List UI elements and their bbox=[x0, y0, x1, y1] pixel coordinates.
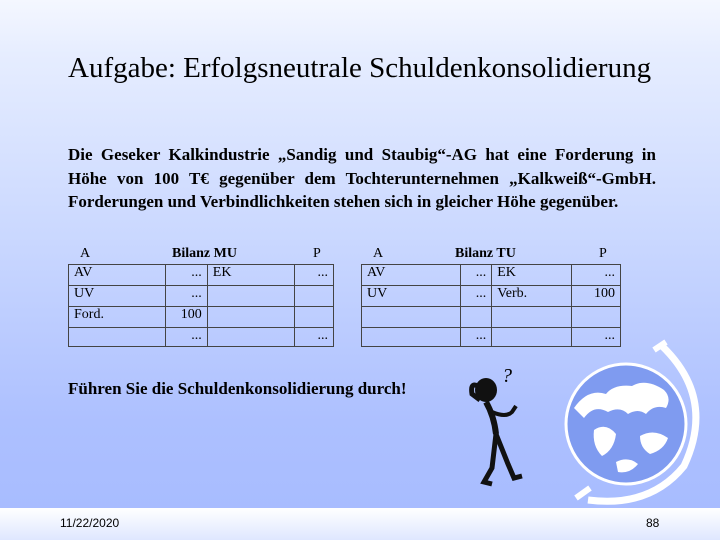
balance-header bbox=[68, 246, 334, 264]
balance-table bbox=[361, 264, 621, 347]
question-mark: ? bbox=[502, 365, 512, 387]
slide-date: 11/22/2020 bbox=[60, 516, 120, 530]
intro-text bbox=[68, 143, 656, 214]
empty-cell bbox=[461, 307, 492, 328]
empty-cell bbox=[492, 307, 572, 328]
figure-arm bbox=[492, 406, 516, 415]
intro-line: Forderungen und Verbindlichkeiten stehen sich in gleicher Höhe gegenüber. bbox=[68, 192, 619, 211]
sum-spacer bbox=[207, 328, 294, 347]
empty-cell bbox=[572, 307, 621, 328]
balance-header bbox=[361, 246, 621, 264]
liability-value: 100 bbox=[572, 286, 621, 307]
sum-liabilities: ... bbox=[572, 328, 621, 347]
table-row bbox=[69, 286, 334, 307]
table-row bbox=[362, 286, 621, 307]
liability-value bbox=[295, 307, 334, 328]
asset-label: UV bbox=[362, 286, 461, 307]
asset-label: Ford. bbox=[69, 307, 166, 328]
task-text: Führen Sie die Schuldenkonsolidierung durch! bbox=[68, 379, 407, 398]
asset-value: 100 bbox=[166, 307, 207, 328]
sum-spacer bbox=[362, 328, 461, 347]
table-row bbox=[69, 307, 334, 328]
liability-value: ... bbox=[295, 265, 334, 286]
liability-label: EK bbox=[207, 265, 294, 286]
sum-row bbox=[69, 328, 334, 347]
empty-cell bbox=[362, 307, 461, 328]
balance-table bbox=[68, 264, 334, 347]
liability-label bbox=[207, 286, 294, 307]
sum-liabilities: ... bbox=[295, 328, 334, 347]
globe-icon bbox=[554, 338, 706, 508]
table-row bbox=[69, 265, 334, 286]
asset-value: ... bbox=[461, 286, 492, 307]
figure-left-leg bbox=[484, 434, 496, 484]
liabilities-header: P bbox=[313, 246, 321, 261]
table-row bbox=[362, 307, 621, 328]
liabilities-header: P bbox=[599, 246, 607, 261]
balance-sheet-tu bbox=[361, 246, 621, 348]
asset-value: ... bbox=[461, 265, 492, 286]
asset-label: AV bbox=[69, 265, 166, 286]
figure-right-leg bbox=[496, 434, 522, 478]
figure-torso bbox=[486, 402, 496, 434]
liability-label: Verb. bbox=[492, 286, 572, 307]
asset-value: ... bbox=[166, 286, 207, 307]
asset-label: UV bbox=[69, 286, 166, 307]
balance-title: Bilanz TU bbox=[455, 246, 516, 261]
table-row bbox=[362, 265, 621, 286]
slide-title: Aufgabe: Erfolgsneutrale Schuldenkonsolidierung bbox=[68, 52, 652, 84]
sum-assets: ... bbox=[461, 328, 492, 347]
liability-label bbox=[207, 307, 294, 328]
balance-title: Bilanz MU bbox=[172, 246, 237, 261]
thinking-figure-icon bbox=[456, 360, 536, 500]
assets-header: A bbox=[80, 246, 91, 261]
liability-value: ... bbox=[572, 265, 621, 286]
sum-assets: ... bbox=[166, 328, 207, 347]
liability-label: EK bbox=[492, 265, 572, 286]
asset-value: ... bbox=[166, 265, 207, 286]
intro-line: Höhe von 100 T€ gegenüber dem Tochterunternehmen „Kalkweiß“-GmbH. bbox=[68, 168, 656, 188]
asset-label: AV bbox=[362, 265, 461, 286]
liability-value bbox=[295, 286, 334, 307]
intro-line: Die Geseker Kalkindustrie „Sandig und Staubig“-AG hat eine Forderung in bbox=[68, 145, 656, 164]
globe-axis-bottom bbox=[576, 488, 590, 498]
balance-sheet-mu bbox=[68, 246, 334, 348]
sum-spacer bbox=[69, 328, 166, 347]
page-number: 88 bbox=[646, 516, 660, 530]
assets-header: A bbox=[373, 246, 384, 261]
